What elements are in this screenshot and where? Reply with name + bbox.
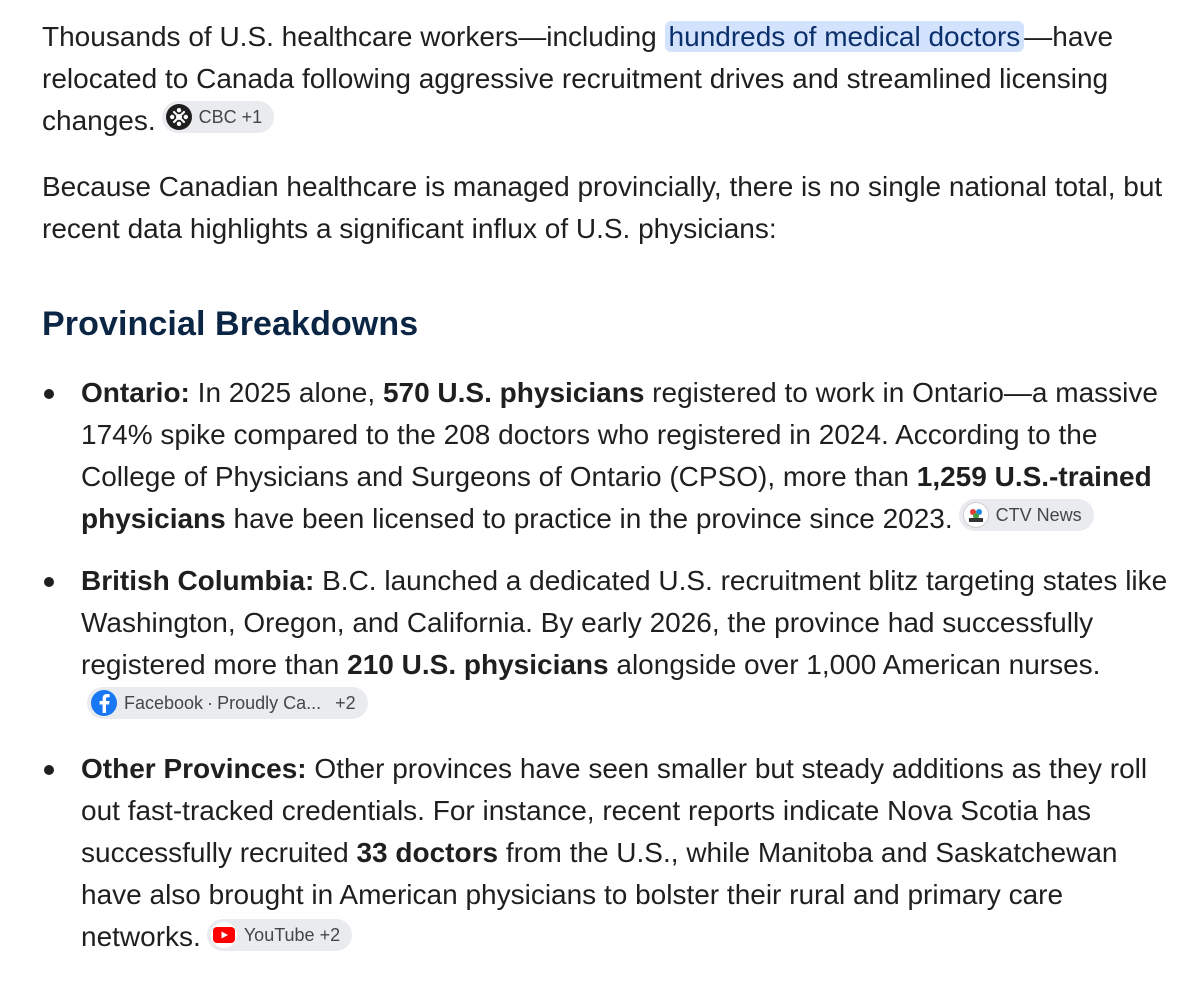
source-chip-ctv-news[interactable] bbox=[959, 499, 1094, 531]
item-text: In 2025 alone, bbox=[189, 377, 383, 408]
context-paragraph: Because Canadian healthcare is managed provincially, there is no single national total, but recent data highlights a significant influx of U.S. physicians: bbox=[42, 171, 1163, 244]
chip-separator: · bbox=[207, 693, 214, 713]
bullet-dot bbox=[44, 389, 54, 399]
facebook-icon bbox=[91, 690, 117, 716]
item-bold-stat: 570 U.S. physicians bbox=[382, 377, 645, 408]
item-text: from the U.S., while Manitoba and Saskatchewan have also brought in American physicians to bolster their rural and primary care networks. bbox=[81, 837, 1118, 952]
item-text: alongside over 1,000 American nurses. bbox=[608, 649, 1101, 680]
intro-paragraph bbox=[42, 16, 1170, 142]
chip-source-label: CBC bbox=[198, 107, 237, 127]
item-bold-stat: 1,259 U.S.-trained physicians bbox=[81, 461, 1152, 534]
item-text: have been licensed to practice in the province since 2023. bbox=[225, 503, 953, 534]
youtube-icon bbox=[211, 922, 237, 948]
source-chip-facebook[interactable] bbox=[87, 687, 368, 719]
chip-source-detail: Proudly Ca... bbox=[217, 693, 322, 713]
chip-count: +2 bbox=[335, 693, 356, 713]
ctv-news-icon bbox=[963, 502, 989, 528]
chip-count: +2 bbox=[319, 925, 341, 945]
item-bold-stat: 33 doctors bbox=[356, 837, 499, 868]
chip-source-label: CTV News bbox=[995, 505, 1082, 525]
intro-text-before: Thousands of U.S. healthcare workers—including bbox=[42, 21, 665, 52]
intro-text-after: —have relocated to Canada following aggressive recruitment drives and streamlined licensing changes. bbox=[42, 21, 1114, 136]
item-text: Other provinces have seen smaller but steady additions as they roll out fast-tracked credentials. For instance, recent reports indicate Nova Scotia has successfully recruited bbox=[81, 753, 1148, 868]
province-label: Other Provinces: bbox=[81, 753, 307, 784]
province-label: Ontario: bbox=[81, 377, 190, 408]
list-item-other-provinces bbox=[42, 748, 1170, 958]
source-chip-youtube[interactable] bbox=[207, 919, 352, 951]
chip-source-label: YouTube bbox=[243, 925, 315, 945]
province-list bbox=[42, 372, 1170, 958]
list-item-ontario bbox=[42, 372, 1170, 540]
section-heading: Provincial Breakdowns bbox=[42, 305, 419, 343]
item-bold-stat: 210 U.S. physicians bbox=[347, 649, 609, 680]
chip-source-label: Facebook bbox=[124, 693, 204, 713]
highlighted-claim[interactable]: hundreds of medical doctors bbox=[665, 21, 1025, 52]
source-chip-cbc[interactable] bbox=[162, 101, 275, 133]
bullet-dot bbox=[44, 765, 54, 775]
list-item-british-columbia bbox=[42, 560, 1170, 728]
item-text: registered to work in Ontario—a massive 174% spike compared to the 208 doctors who registered in 2024. According to the College of Physicians and Surgeons of Ontario (CPSO), more than bbox=[81, 377, 1158, 492]
cbc-gem-icon bbox=[166, 104, 192, 130]
item-text: B.C. launched a dedicated U.S. recruitment blitz targeting states like Washington, Oregon, and California. By early 2026, the province had successfully registered more than bbox=[81, 565, 1168, 680]
chip-count: +1 bbox=[241, 107, 263, 127]
bullet-dot bbox=[44, 577, 54, 587]
province-label: British Columbia: bbox=[81, 565, 315, 596]
